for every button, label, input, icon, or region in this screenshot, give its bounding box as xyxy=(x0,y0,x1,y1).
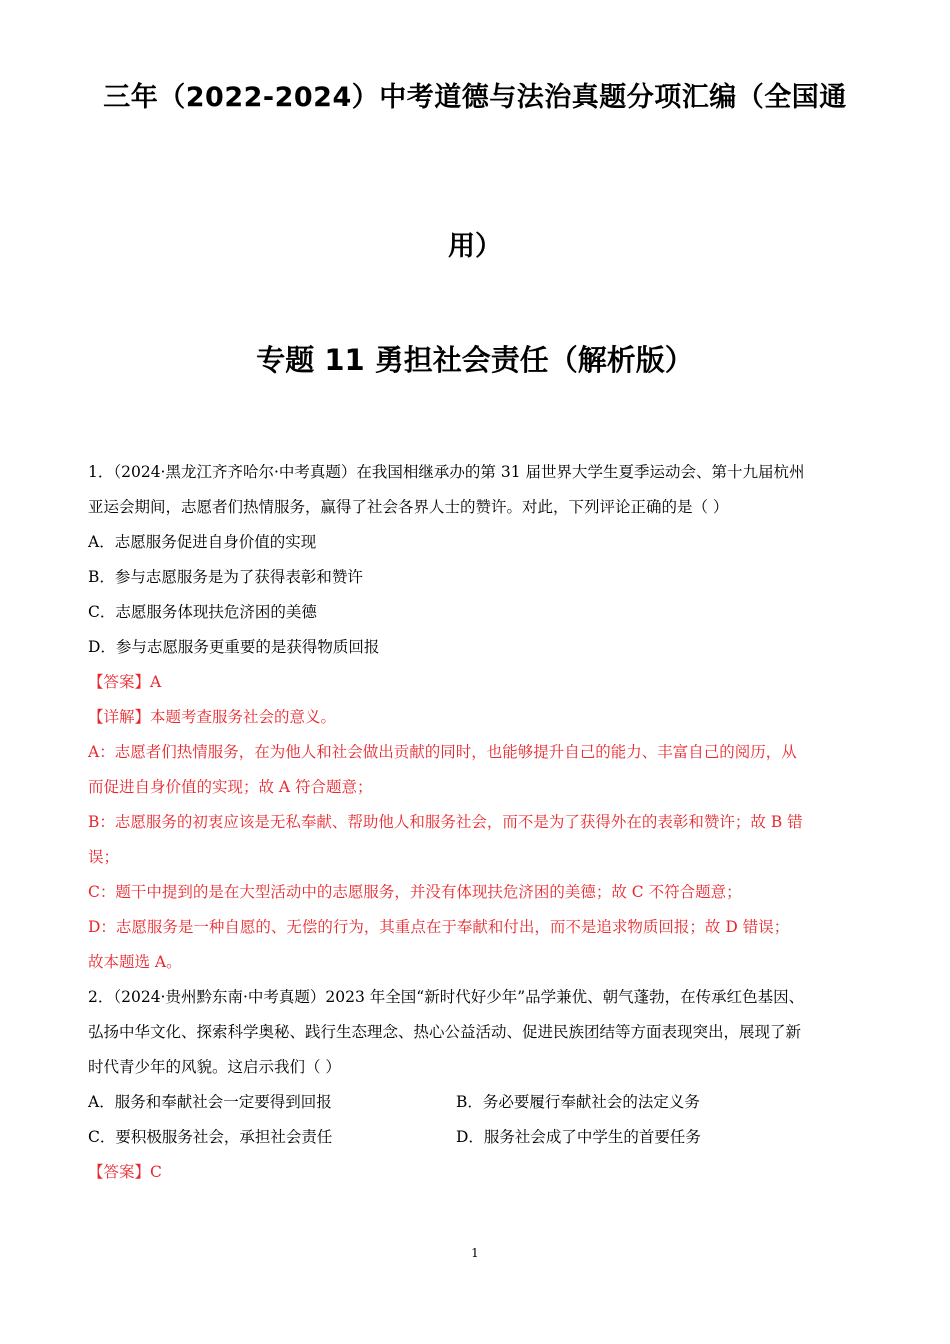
option-b: B．参与志愿服务是为了获得表彰和赞许 xyxy=(88,568,363,586)
option-d: D．参与志愿服务更重要的是获得物质回报 xyxy=(88,638,380,656)
options-row xyxy=(88,1120,860,1155)
option-a: A．服务和奉献社会一定要得到回报 xyxy=(88,1093,332,1111)
analysis-line: 误； xyxy=(88,848,120,866)
question-stem: 亚运会期间，志愿者们热情服务，赢得了社会各界人士的赞许。对此，下列评论正确的是（ ） xyxy=(88,498,729,516)
question-2 xyxy=(88,980,860,1190)
answer: 【答案】A xyxy=(88,673,162,691)
question-stem: 时代青少年的风貌。这启示我们（ ） xyxy=(88,1058,341,1076)
analysis-line: A：志愿者们热情服务，在为他人和社会做出贡献的同时，也能够提升自己的能力、丰富自己的阅历，从 xyxy=(88,743,797,761)
page-number: 1 xyxy=(471,1246,479,1260)
question-stem: 2．（2024·贵州黔东南·中考真题）2023 年全国“新时代好少年”品学兼优、朝气蓬勃，在传承红色基因、 xyxy=(88,988,805,1006)
question-stem: 弘扬中华文化、探索科学奥秘、践行生态理念、热心公益活动、促进民族团结等方面表现突出，展现了新 xyxy=(88,1023,802,1041)
analysis-line: D：志愿服务是一种自愿的、无偿的行为，其重点在于奉献和付出，而不是追求物质回报；故 D 错误； xyxy=(88,918,790,936)
document-subtitle: 专题 11 勇担社会责任（解析版） xyxy=(256,343,694,377)
analysis-line: B：志愿服务的初衷应该是无私奉献、帮助他人和服务社会，而不是为了获得外在的表彰和赞许；故 B 错 xyxy=(88,813,803,831)
option-c: C．志愿服务体现扶危济困的美德 xyxy=(88,603,317,621)
document-body xyxy=(88,455,860,1190)
option-d: D．服务社会成了中学生的首要任务 xyxy=(456,1128,701,1146)
options-row xyxy=(88,1085,860,1120)
answer: 【答案】C xyxy=(88,1163,162,1181)
document-title-line2: 用） xyxy=(448,231,502,262)
option-c: C．要积极服务社会，承担社会责任 xyxy=(88,1128,333,1146)
question-1 xyxy=(88,455,860,980)
question-stem: 1．（2024·黑龙江齐齐哈尔·中考真题）在我国相继承办的第 31 届世界大学生夏季运动会、第十九届杭州 xyxy=(88,463,805,481)
analysis-line: C：题干中提到的是在大型活动中的志愿服务，并没有体现扶危济困的美德；故 C 不符合题意； xyxy=(88,883,742,901)
detail: 【详解】本题考查服务社会的意义。 xyxy=(88,708,337,726)
conclusion: 故本题选 A。 xyxy=(88,953,182,971)
option-b: B．务必要履行奉献社会的法定义务 xyxy=(456,1093,700,1111)
option-a: A．志愿服务促进自身价值的实现 xyxy=(88,533,317,551)
analysis-line: 而促进自身价值的实现；故 A 符合题意； xyxy=(88,778,373,796)
document-title-line1: 三年（2022-2024）中考道德与法治真题分项汇编（全国通 xyxy=(103,82,847,113)
